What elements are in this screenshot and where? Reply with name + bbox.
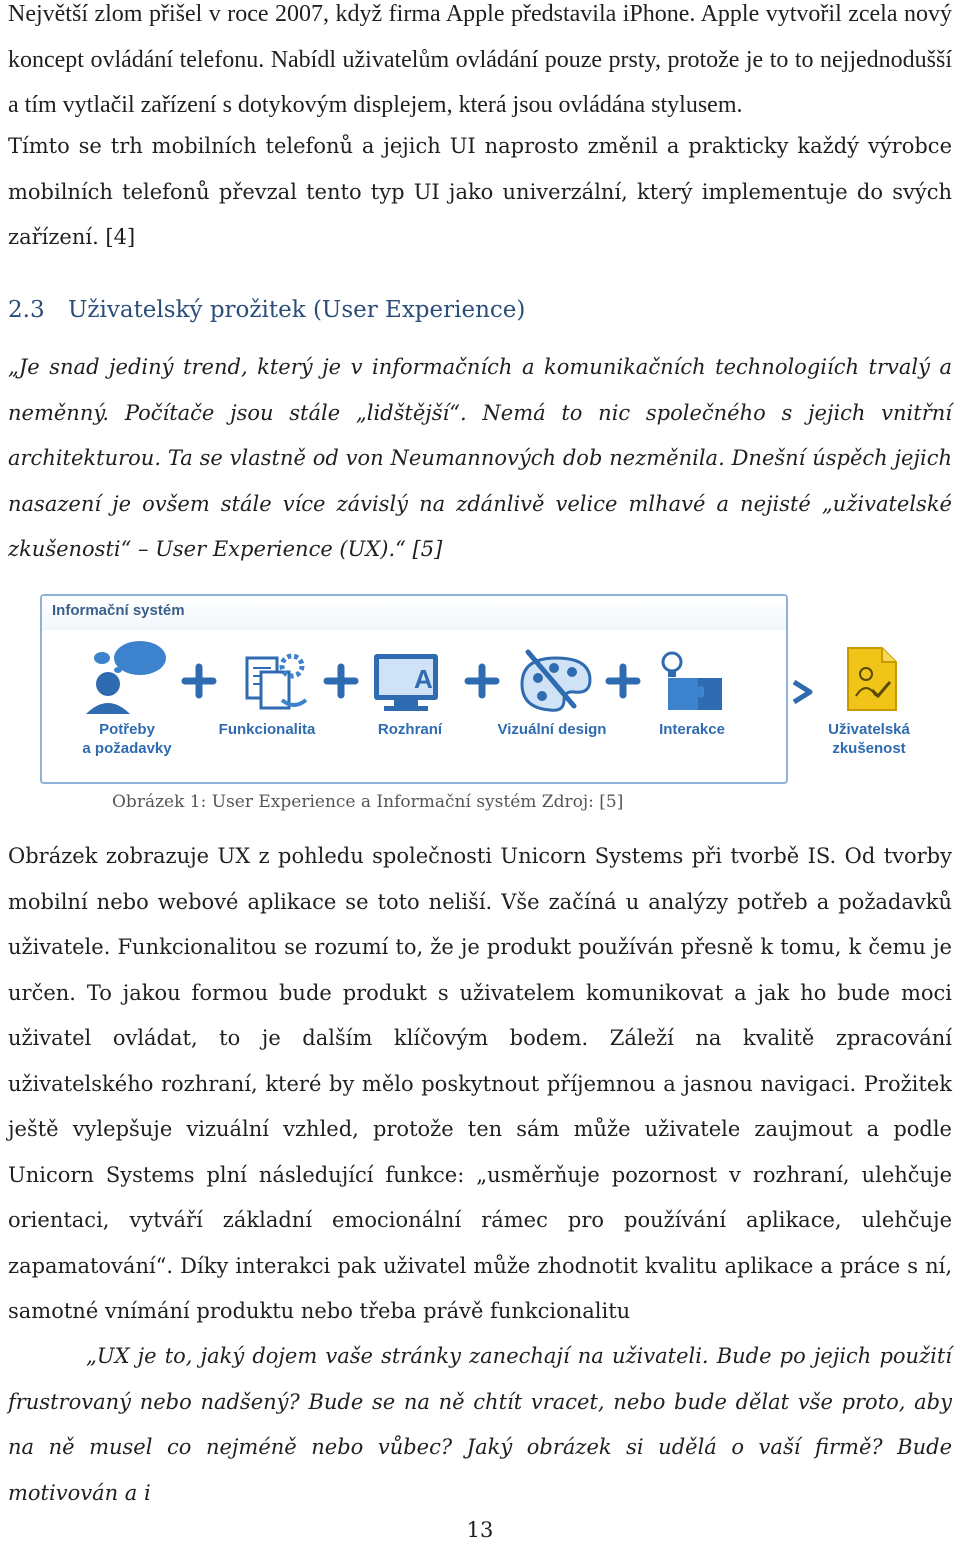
step-label-line: Interakce bbox=[659, 721, 725, 738]
monitor-icon bbox=[374, 654, 438, 711]
result-label bbox=[806, 720, 932, 758]
puzzle-bulb-icon bbox=[663, 653, 722, 710]
figure-title: Informační systém bbox=[52, 602, 185, 619]
document-person-icon bbox=[848, 648, 896, 710]
step-label-line: Vizuální design bbox=[497, 721, 607, 738]
documents-gear-icon bbox=[247, 656, 306, 708]
step-label-functionality bbox=[202, 720, 332, 739]
section-title: Uživatelský prožitek (User Experience) bbox=[68, 297, 526, 323]
step-label-line: Potřeby bbox=[99, 721, 155, 738]
quote-ux-trend: „Je snad jediný trend, který je v informačních a komunikačních technologiích trvalý a neměnný. Počítače jsou stále „lidštější“. Nemá to nic společného s jejich vnitřní architekturou. Ta se vlastně od von Neumannových dob nezměnila. Dnešní úspěch jejich nasazení je ovšem stále více závislý na zdánlivě velice mlhavé a nejisté „uživatelské zkušenosti“ – User Experience (UX).“ [5] bbox=[8, 355, 952, 561]
paragraph-body: Obrázek zobrazuje UX z pohledu společnosti Unicorn Systems při tvorbě IS. Od tvorby mobilní nebo webové aplikace se toto neliší. Vše začíná u analýzy potřeb a požadavků uživatele. Funkcionalitou se rozumí to, že je produkt používán přesně k tomu, k čemu je určen. To jakou formou bude produkt s uživatelem komunikovat a jak ho bude moci uživatel ovládat, to je dalším klíčovým bodem. Záleží na kvalitě zpracování uživatelského rozhraní, které by mělo poskytnout příjemnou a jasnou navigaci. Prožitek ještě vylepšuje vizuální vzhled, protože ten sám může uživatele zaujmout a podle Unicorn Systems plní následující funkce: „usměrňuje pozornost v rozhraní, ulehčuje orientaci, vytváří základní emocionální rámec pro používání aplikace, ulehčuje zapamatování“. Díky interakci pak uživatel může zhodnotit kvalitu aplikace a práce s ní, samotné vnímání produktu nebo třeba právě funkcionalitu bbox=[8, 844, 952, 1323]
step-label-line: Funkcionalita bbox=[218, 721, 316, 738]
palette-icon bbox=[522, 652, 590, 710]
svg-text:A: A bbox=[414, 664, 433, 694]
step-label-visual-design bbox=[482, 720, 622, 739]
ux-figure bbox=[40, 594, 788, 784]
step-label-line: a požadavky bbox=[82, 740, 172, 757]
result-label-line: zkušenost bbox=[832, 740, 906, 757]
plus-icon bbox=[609, 667, 637, 695]
quote-ux-definition: „UX je to, jaký dojem vaše stránky zanechají na uživateli. Bude po jejich použití frustrovaný nebo nadšený? Bude se na ně chtít vracet, nebo bude dělat vše proto, aby na ně musel co nejméně nebo vůbec? Jaký obrázek si udělá o vaší firmě? Bude motivován a i bbox=[8, 1344, 952, 1505]
paragraph-intro: Největší zlom přišel v roce 2007, když firma Apple představila iPhone. Apple vytvořil zcela nový koncept ovládání telefonu. Nabídl uživatelům ovládání pouze prsty, protože je to to nejjednodušší a tím vytlačil zařízení s dotykovým displejem, která jsou ovládána stylusem. bbox=[8, 1, 952, 118]
plus-icon bbox=[468, 667, 496, 695]
figure-caption: Obrázek 1: User Experience a Informační systém Zdroj: [5] bbox=[112, 792, 624, 812]
plus-icon bbox=[327, 667, 355, 695]
step-label-line: Rozhraní bbox=[377, 721, 443, 738]
result-label-line: Uživatelská bbox=[828, 721, 910, 738]
page-number: 13 bbox=[466, 1518, 494, 1542]
section-number: 2.3 bbox=[8, 297, 45, 323]
step-label-interaction bbox=[642, 720, 742, 739]
plus-icon bbox=[185, 667, 213, 695]
step-label-needs bbox=[72, 720, 182, 758]
paragraph-intro-continued: Tímto se trh mobilních telefonů a jejich UI naprosto změnil a prakticky každý výrobce mobilních telefonů převzal tento typ UI jako univerzální, který implementuje do svých zařízení. [4] bbox=[8, 134, 952, 249]
step-label-interface bbox=[360, 720, 460, 739]
chevron-right-icon bbox=[794, 682, 810, 702]
person-thought-icon bbox=[86, 641, 166, 714]
section-heading bbox=[8, 292, 525, 328]
